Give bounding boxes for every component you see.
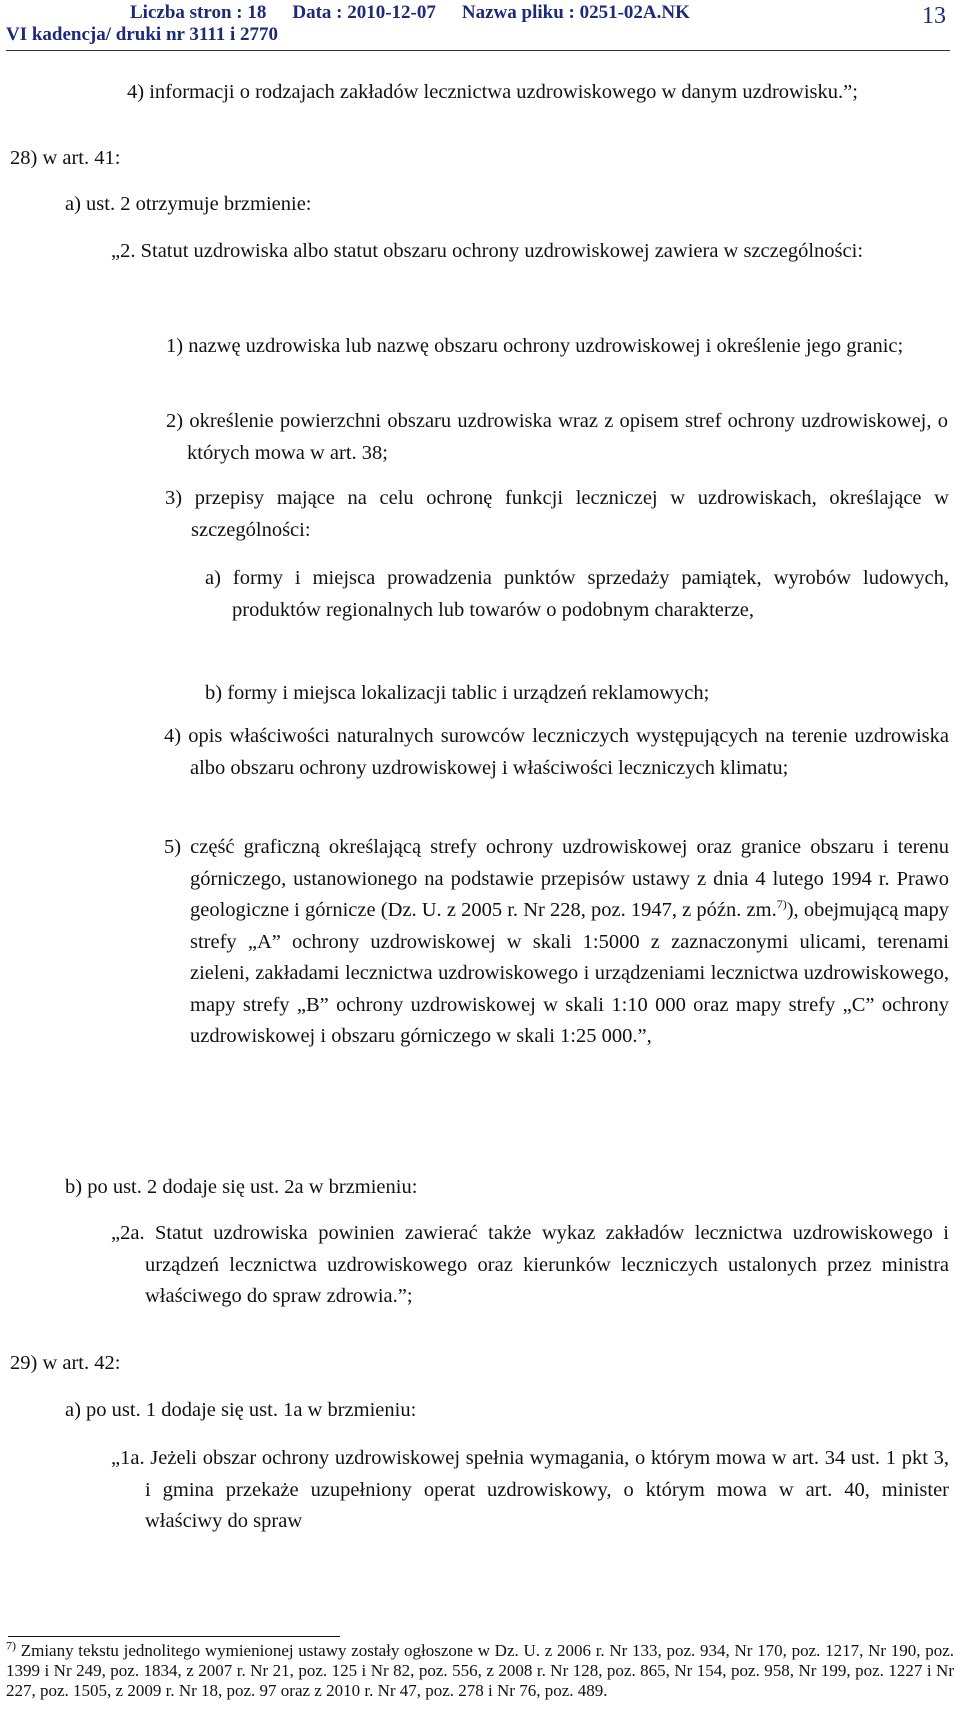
list-item-1: 1) nazwę uzdrowiska lub nazwę obszaru ochrony uzdrowiskowej i określenie jego granic; <box>166 335 904 357</box>
list-item-5 <box>164 832 949 1053</box>
list-item-5-text-end: ), obejmującą mapy strefy „A” ochrony uzdrowiskowej w skali 1:5000 z zaznaczonymi ulicami, terenami zieleni, zakładami lecznictwa uzdrowiskowego i urządzeniami lecznictwa uzdrowiskowego, mapy strefy „B” ochrony uzdrowiskowej w skali 1:10 000 oraz mapy strefy „C” ochrony uzdrowiskowej i obszaru górniczego w skali 1:25 000.”, <box>190 899 949 1047</box>
list-item-3a: a) formy i miejsca prowadzenia punktów sprzedaży pamiątek, wyrobów ludowych, produktów regionalnych lub towarów o podobnym charakterze, <box>205 567 949 621</box>
subpoint-a-ust2: a) ust. 2 otrzymuje brzmienie: <box>65 193 312 215</box>
footnote-divider <box>8 1636 340 1637</box>
header-divider <box>6 50 950 51</box>
page-count: Liczba stron : 18 <box>130 2 267 23</box>
footnote <box>6 1638 954 1701</box>
subpoint-a-ust1: a) po ust. 1 dodaje się ust. 1a w brzmieniu: <box>65 1399 417 1421</box>
statut-paragraph: „2. Statut uzdrowiska albo statut obszaru ochrony uzdrowiskowej zawiera w szczególności: <box>111 240 864 262</box>
ust-2a-paragraph: „2a. Statut uzdrowiska powinien zawierać także wykaz zakładów lecznictwa uzdrowiskowego i urządzeń lecznictwa uzdrowiskowego oraz kierunków leczniczych ustalonych przez ministra właściwego do spraw zdrowia.”; <box>111 1222 949 1307</box>
article-41-heading: 28) w art. 41: <box>10 147 121 169</box>
paragraph-item-4: 4) informacji o rodzajach zakładów lecznictwa uzdrowiskowego w danym uzdrowisku.”; <box>127 81 858 103</box>
list-item-3b: b) formy i miejsca lokalizacji tablic i urządzeń reklamowych; <box>205 682 710 704</box>
term-label: VI kadencja/ druki nr 3111 i 2770 <box>6 24 279 45</box>
ust-1a-paragraph: „1a. Jeżeli obszar ochrony uzdrowiskowej spełnia wymagania, o którym mowa w art. 34 ust. 1 pkt 3, i gmina przekaże uzupełniony operat uzdrowiskowy, o którym mowa w art. 40, minister właściwy do spraw <box>111 1447 949 1532</box>
file-name: Nazwa pliku : 0251-02A.NK <box>461 2 690 23</box>
subpoint-b-ust2: b) po ust. 2 dodaje się ust. 2a w brzmieniu: <box>65 1176 418 1198</box>
header-meta <box>130 2 716 23</box>
page-number: 13 <box>922 3 946 29</box>
footnote-mark: 7) <box>6 1638 16 1653</box>
footnote-ref: 7) <box>776 897 787 912</box>
list-item-3: 3) przepisy mające na celu ochronę funkcji leczniczej w uzdrowiskach, określające w szczególności: <box>165 487 949 541</box>
document-date: Data : 2010-12-07 <box>292 2 436 23</box>
footnote-text: Zmiany tekstu jednolitego wymienionej ustawy zostały ogłoszone w Dz. U. z 2006 r. Nr 133, poz. 934, Nr 170, poz. 1217, Nr 190, poz. 1399 i Nr 249, poz. 1834, z 2007 r. Nr 21, poz. 125 i Nr 82, poz. 556, z 2008 r. Nr 128, poz. 865, Nr 154, poz. 958, Nr 199, poz. 1227 i Nr 227, poz. 1505, z 2009 r. Nr 18, poz. 97 oraz z 2010 r. Nr 47, poz. 278 i Nr 76, poz. 489. <box>6 1641 954 1700</box>
list-item-5-text-start: 5) część graficzną określającą strefy ochrony uzdrowiskowej oraz granice obszaru i terenu górniczego, ustanowionego na podstawie przepisów ustawy z dnia 4 lutego 1994 r. Prawo geologiczne i górnicze (Dz. U. z 2005 r. Nr 228, poz. 1947, z późn. zm. <box>164 836 949 921</box>
list-item-2: 2) określenie powierzchni obszaru uzdrowiska wraz z opisem stref ochrony uzdrowiskowej, o których mowa w art. 38; <box>166 410 948 464</box>
list-item-4: 4) opis właściwości naturalnych surowców leczniczych występujących na terenie uzdrowiska albo obszaru ochrony uzdrowiskowej i właściwości leczniczych klimatu; <box>164 725 949 779</box>
article-42-heading: 29) w art. 42: <box>10 1352 121 1374</box>
